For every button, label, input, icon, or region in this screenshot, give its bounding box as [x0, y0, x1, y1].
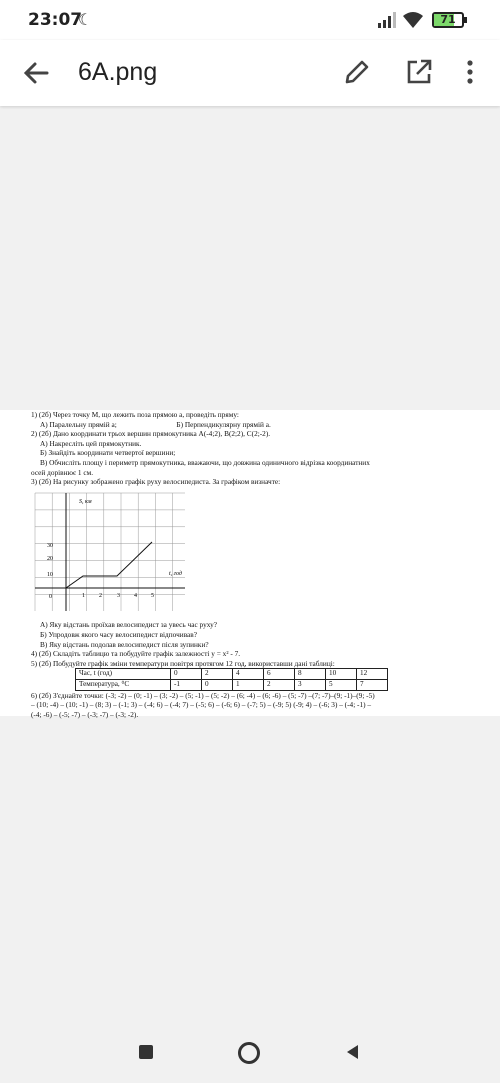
table-row: [76, 679, 388, 690]
graph-y-tick-20: 20: [47, 555, 53, 562]
table-cell: 6: [264, 669, 295, 680]
document-image: [0, 410, 500, 719]
question-1-option-b: Б) Перпендикулярну прямій a.: [176, 419, 271, 429]
table-cell: 0: [202, 679, 233, 690]
graph-x-tick-2: 2: [99, 592, 102, 599]
signal-icon: [378, 12, 396, 28]
table-header-temperature: Температура, ⁰С: [76, 679, 171, 690]
more-vert-icon[interactable]: [460, 57, 480, 87]
question-2-b: Б) Знайдіть координати четвертої вершини;: [40, 448, 176, 458]
table-cell: 4: [233, 669, 264, 680]
question-1-options: [31, 420, 481, 430]
table-cell: 5: [326, 679, 357, 690]
question-3-b: Б) Упродовж якого часу велосипедист відпочивав?: [40, 629, 197, 639]
question-6: 6) (2б) З'єднайте точки: (-3; -2) – (0; -1) – (3; -2) – (5; -1) – (5; -2) – (6; -4) – (6; -6) – (5; -7) –(7; -7)–(9; -1)–(9; -5): [31, 690, 375, 700]
battery-level: 71: [440, 13, 456, 26]
table-cell: 12: [357, 669, 388, 680]
question-4: 4) (2б) Складіть таблицю та побудуйте графік залежності y = x² - 7.: [31, 649, 241, 659]
graph-y-tick-0: 0: [49, 593, 52, 600]
table-header-time: Час, t (год): [76, 669, 171, 680]
back-arrow-icon[interactable]: [20, 57, 52, 89]
graph-x-tick-4: 4: [134, 592, 137, 599]
home-button[interactable]: [238, 1042, 260, 1064]
recent-apps-button[interactable]: [139, 1045, 153, 1059]
table-cell: 2: [202, 669, 233, 680]
graph-y-tick-10: 10: [47, 571, 53, 578]
question-5: 5) (2б) Побудуйте графік зміни температури повітря протягом 12 год, використавши дані таблиці:: [31, 658, 335, 668]
battery-nub: [464, 17, 467, 23]
status-time: 23:07: [28, 10, 83, 30]
temperature-table: [75, 668, 388, 690]
question-2-c-cont: осей дорівнює 1 см.: [31, 467, 94, 477]
table-cell: 8: [295, 669, 326, 680]
open-in-new-icon[interactable]: [404, 57, 434, 87]
graph-x-tick-5: 5: [151, 592, 154, 599]
document-text: [31, 410, 481, 719]
back-triangle-icon[interactable]: [344, 1043, 360, 1061]
cyclist-graph: [33, 489, 188, 616]
question-1-option-a: А) Паралельну прямій a;: [40, 419, 117, 429]
edit-pencil-icon[interactable]: [342, 57, 372, 87]
question-2: 2) (2б) Дано координати трьох вершин прямокутника А(-4;2), В(2;2), С(2;-2).: [31, 429, 271, 439]
question-6-cont-2: (-4; -6) – (-5; -7) – (-3; -7) – (-3; -2).: [31, 709, 139, 719]
battery-icon: [432, 12, 464, 28]
file-title: 6A.png: [78, 58, 158, 86]
question-3-c: В) Яку відстань подолав велосипедист після зупинки?: [40, 639, 209, 649]
table-cell: 1: [233, 679, 264, 690]
graph-y-tick-30: 30: [47, 542, 53, 549]
question-3-a: А) Яку відстань проїхав велосипедист за увесь час руху?: [40, 620, 218, 630]
question-3: 3) (2б) На рисунку зображено графік руху велосипедиста. За графіком визначте:: [31, 477, 281, 487]
graph-y-label: S, км: [79, 498, 92, 505]
question-6-cont: – (10; -4) – (10; -1) – (8; 3) – (-1; 3) – (-4; 6) – (-4; 7) – (-5; 6) – (-6; 6) – (-7; 5) – (-9; 5) (-9; 4) – (-6; 3) – (-4; -1) –: [31, 700, 372, 710]
graph-x-label: t, год: [169, 570, 182, 577]
table-cell: 3: [295, 679, 326, 690]
app-bar: [0, 40, 500, 106]
table-cell: 10: [326, 669, 357, 680]
table-cell: 0: [171, 669, 202, 680]
question-1: 1) (2б) Через точку M, що лежить поза прямою a, проведіть пряму:: [31, 410, 239, 419]
question-2-c: В) Обчисліть площу і периметр прямокутника, вважаючи, що довжина одиничного відрізка координатних: [40, 457, 370, 467]
graph-x-tick-3: 3: [117, 592, 120, 599]
do-not-disturb-moon-icon: ☾: [78, 10, 93, 29]
table-cell: 7: [357, 679, 388, 690]
table-row: [76, 669, 388, 680]
question-2-a: А) Накресліть цей прямокутник.: [40, 438, 142, 448]
wifi-icon: [402, 11, 424, 29]
table-cell: 2: [264, 679, 295, 690]
table-cell: -1: [171, 679, 202, 690]
graph-line: [66, 542, 152, 588]
graph-x-tick-1: 1: [82, 592, 85, 599]
